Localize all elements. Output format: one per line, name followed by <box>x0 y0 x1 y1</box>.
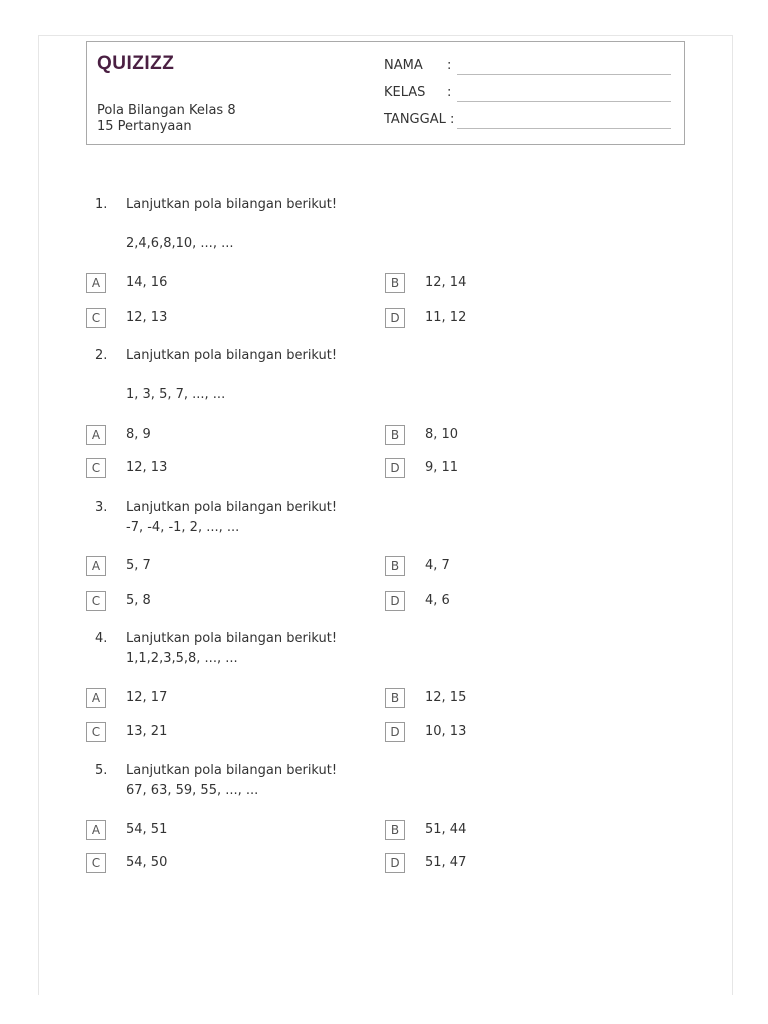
question-pattern: -7, -4, -1, 2, ..., ... <box>126 520 240 535</box>
question-number: 2. <box>95 348 108 363</box>
field-colon: : <box>447 58 452 73</box>
question-pattern: 1, 3, 5, 7, ..., ... <box>126 387 226 402</box>
field-label: NAMA <box>384 58 423 73</box>
option-letter-a[interactable]: A <box>86 273 106 293</box>
option-letter-b[interactable]: B <box>385 425 405 445</box>
option-letter-c[interactable]: C <box>86 308 106 328</box>
fill-line[interactable] <box>457 128 671 129</box>
fill-line[interactable] <box>457 74 671 75</box>
option-text[interactable]: 51, 47 <box>425 855 467 870</box>
quiz-title: Pola Bilangan Kelas 8 <box>97 103 236 118</box>
worksheet-header <box>86 41 685 145</box>
option-text[interactable]: 54, 50 <box>126 855 168 870</box>
option-text[interactable]: 5, 7 <box>126 558 151 573</box>
option-text[interactable]: 10, 13 <box>425 724 467 739</box>
option-text[interactable]: 11, 12 <box>425 310 467 325</box>
question-text: Lanjutkan pola bilangan berikut! <box>126 500 338 515</box>
option-letter-a[interactable]: A <box>86 688 106 708</box>
field-label: KELAS <box>384 85 426 100</box>
option-letter-a[interactable]: A <box>86 556 106 576</box>
option-text[interactable]: 4, 7 <box>425 558 450 573</box>
option-letter-c[interactable]: C <box>86 853 106 873</box>
option-text[interactable]: 12, 17 <box>126 690 168 705</box>
question-text: Lanjutkan pola bilangan berikut! <box>126 348 338 363</box>
option-text[interactable]: 51, 44 <box>425 822 467 837</box>
svg-text:QUIZIZZ: QUIZIZZ <box>97 53 175 74</box>
option-letter-c[interactable]: C <box>86 458 106 478</box>
option-letter-d[interactable]: D <box>385 591 405 611</box>
question-number: 4. <box>95 631 108 646</box>
field-label: TANGGAL <box>384 112 446 127</box>
option-letter-b[interactable]: B <box>385 556 405 576</box>
question-number: 1. <box>95 197 108 212</box>
option-letter-a[interactable]: A <box>86 820 106 840</box>
option-text[interactable]: 54, 51 <box>126 822 168 837</box>
question-pattern: 1,1,2,3,5,8, ..., ... <box>126 651 238 666</box>
question-pattern: 67, 63, 59, 55, ..., ... <box>126 783 259 798</box>
question-text: Lanjutkan pola bilangan berikut! <box>126 197 338 212</box>
option-text[interactable]: 4, 6 <box>425 593 450 608</box>
question-count: 15 Pertanyaan <box>97 119 192 134</box>
option-letter-a[interactable]: A <box>86 425 106 445</box>
option-letter-b[interactable]: B <box>385 820 405 840</box>
option-letter-d[interactable]: D <box>385 853 405 873</box>
option-letter-c[interactable]: C <box>86 591 106 611</box>
option-letter-d[interactable]: D <box>385 458 405 478</box>
option-text[interactable]: 5, 8 <box>126 593 151 608</box>
option-letter-c[interactable]: C <box>86 722 106 742</box>
question-number: 5. <box>95 763 108 778</box>
option-letter-b[interactable]: B <box>385 688 405 708</box>
option-text[interactable]: 12, 14 <box>425 275 467 290</box>
quizizz-logo <box>97 52 177 74</box>
option-text[interactable]: 12, 13 <box>126 310 168 325</box>
option-text[interactable]: 14, 16 <box>126 275 168 290</box>
question-text: Lanjutkan pola bilangan berikut! <box>126 631 338 646</box>
option-letter-d[interactable]: D <box>385 308 405 328</box>
option-text[interactable]: 9, 11 <box>425 460 459 475</box>
fill-line[interactable] <box>457 101 671 102</box>
question-text: Lanjutkan pola bilangan berikut! <box>126 763 338 778</box>
question-pattern: 2,4,6,8,10, ..., ... <box>126 236 234 251</box>
option-letter-b[interactable]: B <box>385 273 405 293</box>
option-letter-d[interactable]: D <box>385 722 405 742</box>
option-text[interactable]: 8, 9 <box>126 427 151 442</box>
field-colon: : <box>447 85 452 100</box>
field-colon: : <box>450 112 455 127</box>
question-number: 3. <box>95 500 108 515</box>
worksheet-page <box>38 35 733 995</box>
option-text[interactable]: 12, 13 <box>126 460 168 475</box>
option-text[interactable]: 8, 10 <box>425 427 459 442</box>
option-text[interactable]: 13, 21 <box>126 724 168 739</box>
option-text[interactable]: 12, 15 <box>425 690 467 705</box>
